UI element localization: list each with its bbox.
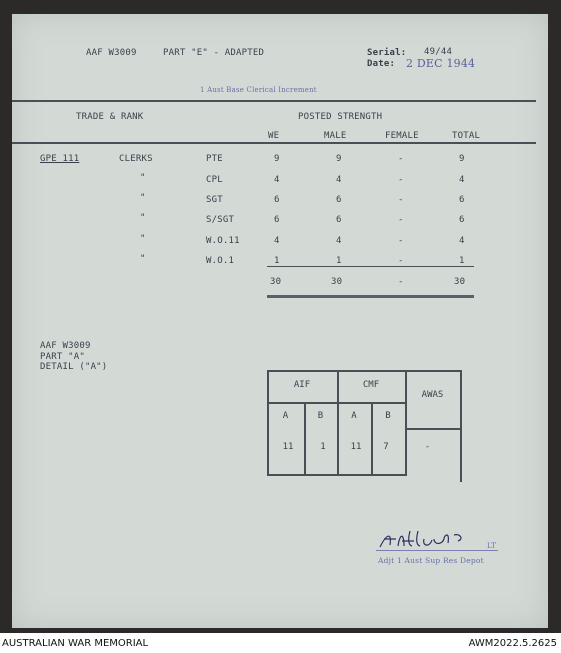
we-cell: 6 xyxy=(274,195,280,205)
signature-initials: LT xyxy=(487,542,497,550)
total-male: 30 xyxy=(331,277,343,287)
rank-cell: PTE xyxy=(206,154,223,164)
female-cell: - xyxy=(398,195,404,205)
cmf-a-value: 11 xyxy=(350,442,362,452)
date-label: Date: xyxy=(367,59,396,69)
ditto-mark: " xyxy=(140,254,146,264)
detail-form: AAF W3009 xyxy=(40,341,91,351)
col-trade-rank: TRADE & RANK xyxy=(76,112,144,122)
ditto-mark: " xyxy=(140,193,146,203)
group-code: GPE 111 xyxy=(40,154,80,164)
serial-label: Serial: xyxy=(367,48,407,58)
cmf-a-label: A xyxy=(351,411,357,421)
col-we: WE xyxy=(268,131,280,141)
total-cell: 6 xyxy=(459,215,465,225)
total-cell: 4 xyxy=(459,175,465,185)
aif-a-label: A xyxy=(282,411,289,421)
total-cell: 6 xyxy=(459,195,465,205)
male-cell: 6 xyxy=(336,215,342,225)
form-part: PART "E" - ADAPTED xyxy=(163,48,265,58)
aif-b-value: 1 xyxy=(320,442,326,452)
female-cell: - xyxy=(398,215,404,225)
footer-institution: AUSTRALIAN WAR MEMORIAL xyxy=(2,638,149,649)
footer-accession: AWM2022.5.2625 xyxy=(468,638,557,649)
totals-double-rule xyxy=(267,295,474,298)
we-cell: 9 xyxy=(274,154,280,164)
col-male: MALE xyxy=(324,131,347,141)
aif-a-value: 11 xyxy=(282,442,294,452)
cmf-b-label: B xyxy=(385,411,391,421)
total-cell: 1 xyxy=(459,256,465,266)
rank-cell: CPL xyxy=(206,175,223,185)
we-cell: 4 xyxy=(274,236,280,246)
rank-cell: W.O.11 xyxy=(206,236,240,246)
aif-b-label: B xyxy=(317,411,324,421)
trade-name: CLERKS xyxy=(119,154,153,164)
male-cell: 1 xyxy=(336,256,342,266)
male-cell: 6 xyxy=(336,195,342,205)
ditto-mark: " xyxy=(140,234,146,244)
female-cell: - xyxy=(398,175,404,185)
total-female: - xyxy=(398,277,404,287)
form-number: AAF W3009 xyxy=(86,48,137,58)
rank-cell: W.O.1 xyxy=(206,256,235,266)
column-header-rule xyxy=(12,142,536,144)
detail-part: PART "A" xyxy=(40,352,85,362)
rank-cell: S/SGT xyxy=(206,215,235,225)
we-cell: 4 xyxy=(274,175,280,185)
date-stamp: 2 DEC 1944 xyxy=(406,57,476,70)
male-cell: 4 xyxy=(336,236,342,246)
cmf-b-value: 7 xyxy=(383,442,389,452)
female-cell: - xyxy=(398,236,404,246)
awas-header: AWAS xyxy=(421,390,444,400)
ditto-mark: " xyxy=(140,213,146,223)
total-cell: 9 xyxy=(459,154,465,164)
signature-line xyxy=(376,550,498,551)
female-cell: - xyxy=(398,256,404,266)
cmf-header: CMF xyxy=(362,380,380,390)
rank-cell: SGT xyxy=(206,195,223,205)
col-total: TOTAL xyxy=(452,131,481,141)
male-cell: 9 xyxy=(336,154,342,164)
detail-label: DETAIL ("A") xyxy=(40,362,108,372)
aif-header: AIF xyxy=(293,380,311,390)
col-posted-strength: POSTED STRENGTH xyxy=(298,112,383,122)
we-cell: 1 xyxy=(274,256,280,266)
archive-footer xyxy=(0,633,561,653)
header-rule xyxy=(12,100,536,102)
total-total: 30 xyxy=(454,277,466,287)
total-cell: 4 xyxy=(459,236,465,246)
we-cell: 6 xyxy=(274,215,280,225)
subtotal-rule xyxy=(267,266,474,267)
male-cell: 4 xyxy=(336,175,342,185)
increment-stamp: 1 Aust Base Clerical Increment xyxy=(200,86,317,94)
signature-caption: Adjt 1 Aust Sup Res Depot xyxy=(378,556,484,565)
awas-value: - xyxy=(424,442,431,452)
female-cell: - xyxy=(398,154,404,164)
ditto-mark: " xyxy=(140,173,146,183)
col-female: FEMALE xyxy=(385,131,419,141)
serial-value: 49/44 xyxy=(424,47,453,57)
total-we: 30 xyxy=(270,277,282,287)
